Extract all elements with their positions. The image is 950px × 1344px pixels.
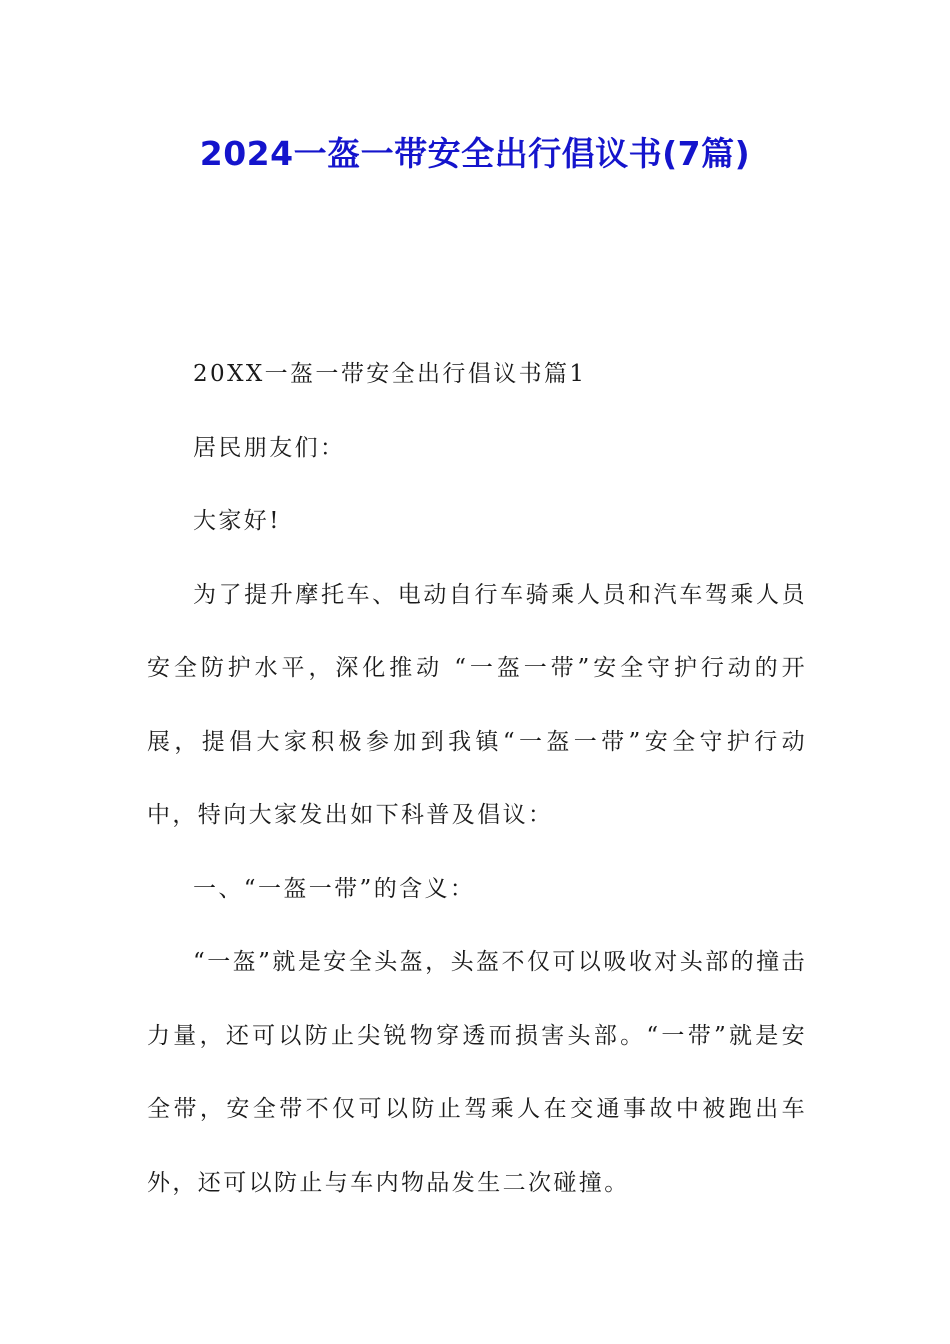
document-title: 2024一盔一带安全出行倡议书(7篇) <box>199 134 751 173</box>
greeting: 大家好! <box>193 508 281 534</box>
paragraph-intro: 为了提升摩托车、电动自行车骑乘人员和汽车驾乘人员安全防护水平，深化推动 “一盔一带”安全守护行动的开展，提倡大家积极参加到我镇“一盔一带”安全守护行动中，特向大家发出如下科普及倡议： <box>147 581 807 828</box>
salutation: 居民朋友们： <box>193 434 346 461</box>
item-heading-meaning: 一、“一盔一带”的含义： <box>193 875 476 902</box>
section-heading: 20XX一盔一带安全出行倡议书篇1 <box>193 361 587 387</box>
paragraph-meaning: “一盔”就是安全头盔，头盔不仅可以吸收对头部的撞击力量，还可以防止尖锐物穿透而损害头部。“一带”就是安全带，安全带不仅可以防止驾乘人在交通事故中被跑出车外，还可以防止与车内物品发生二次碰撞。 <box>147 949 807 1196</box>
document-body <box>147 338 807 1220</box>
